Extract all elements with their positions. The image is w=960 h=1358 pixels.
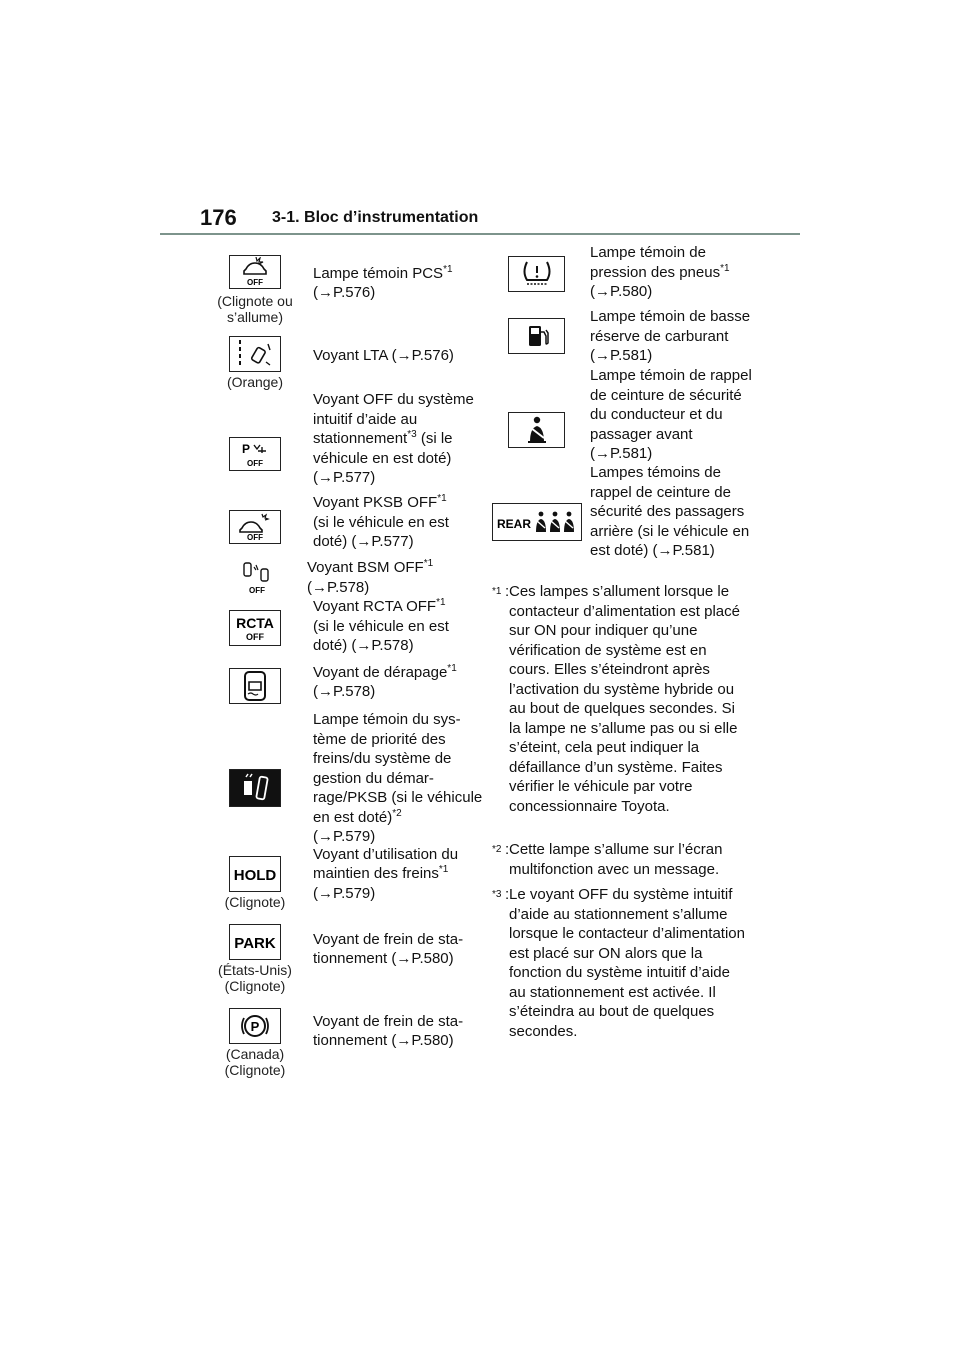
indicator-caption: (Canada) (Clignote) <box>224 1046 286 1078</box>
indicator-row-slip <box>215 660 483 704</box>
indicator-description: Lampes témoins de rappel de ceinture de sécurité des passagers arrière (si le véhicule en est doté) (→P.581) <box>590 464 750 559</box>
low-fuel-icon <box>508 318 565 354</box>
svg-text:OFF: OFF <box>247 533 263 543</box>
parking-brake-p-icon <box>229 1008 281 1044</box>
indicator-description: Lampe témoin PCS$^{*1}$ (→P.576) <box>313 263 453 301</box>
pksb-off-icon <box>229 510 281 544</box>
indicator-row-park <box>215 924 483 994</box>
svg-text:P: P <box>241 441 251 456</box>
page-number: 176 <box>200 205 237 230</box>
pcs-off-icon <box>229 255 281 289</box>
indicator-description: Lampe témoin de rappel de ceinture de sécurité du conducteur et du passager avant (→P.581) <box>590 367 752 462</box>
parking-support-off-icon <box>229 437 281 471</box>
svg-text:REAR: REAR <box>497 516 532 531</box>
indicator-description: Lampe témoin de pression des pneus$^{*1}$ (→P.580) <box>590 244 730 300</box>
rear-seatbelt-icon <box>492 503 582 541</box>
indicator-row-parking-support <box>215 390 483 488</box>
indicator-row-hold <box>215 845 483 910</box>
bsm-off-icon <box>229 561 281 595</box>
indicator-row-rcta <box>215 597 483 656</box>
indicator-description: Lampe témoin du système de priorité des freins/du système de gestion du démarrage/PKSB (si le véhicule en est doté)$^{*2}$ (→P.579) <box>313 711 483 845</box>
indicator-row-low-fuel <box>508 307 755 366</box>
indicator-description: Voyant de frein de stationnement (→P.580) <box>313 1012 464 1049</box>
indicator-caption: (Clignote) <box>224 894 286 910</box>
svg-text:PARK: PARK <box>234 935 276 952</box>
rcta-off-icon <box>229 610 281 646</box>
indicator-description: Voyant RCTA OFF$^{*1}$ (si le véhicule en est doté) (→P.578) <box>313 597 449 654</box>
indicator-description: Voyant d’utilisation du maintien des freins$^{*1}$ (→P.579) <box>313 845 459 902</box>
indicator-description: Voyant OFF du système intuitif d’aide au stationnement$^{*3}$ (si le véhicule en est doté) (→P.577) <box>313 391 474 486</box>
indicator-description: Voyant BSM OFF$^{*1}$ (→P.578) <box>307 558 434 596</box>
svg-text:OFF: OFF <box>247 278 263 287</box>
indicator-description: Voyant de frein de stationnement (→P.580) <box>313 930 464 967</box>
svg-text:P: P <box>250 1019 260 1034</box>
footnote-3: *3 : Le voyant OFF du système intuitif d’aide au stationnement s’allume lorsque le contacteur d’alimentation est placé sur ON alors que la fonction du système intuitif d’aide au stationnement est activée. Il s’éteindra au bout de quelques secondes. <box>492 886 745 1040</box>
indicator-row-parking-brake <box>215 1008 483 1078</box>
footnote-1: *1 : Ces lampes s’allument lorsque le contacteur d’alimentation est placé sur ON pour indiquer qu’une vérification de système est en cours. Elles s’éteindront après l’activation du système hybride ou au bout de quelques secondes. Si la lampe ne s’allume pas ou si elle s’éteint, cela peut indiquer la défaillance d’un système. Faites vérifier le véhicule par votre concessionnaire Toyota. <box>492 583 740 815</box>
indicator-row-bsm <box>215 558 477 597</box>
indicator-description: Voyant LTA (→P.576) <box>313 347 454 365</box>
seatbelt-icon <box>508 412 565 448</box>
lta-icon <box>229 336 281 372</box>
footnote-2: *2 : Cette lampe s’allume sur l’écran multifonction avec un message. <box>492 841 723 878</box>
indicator-caption: (États-Unis) (Clignote) <box>218 962 292 994</box>
indicator-row-lta <box>215 336 483 390</box>
indicator-description: Voyant PKSB OFF$^{*1}$ (si le véhicule en est doté) (→P.577) <box>313 493 449 550</box>
indicator-row-pcs <box>215 255 483 325</box>
indicator-description: Lampe témoin de basse réserve de carburant (→P.581) <box>590 308 751 364</box>
svg-text:RCTA: RCTA <box>236 615 274 632</box>
indicator-row-seatbelt <box>508 366 755 464</box>
section-title: 3-1. Bloc d’instrumentation <box>272 209 479 226</box>
indicator-caption: (Orange) <box>226 374 284 390</box>
indicator-caption: (Clignote ou s’allume) <box>217 293 293 325</box>
hold-icon <box>229 856 281 892</box>
park-icon <box>229 924 281 960</box>
header-rule <box>160 233 800 235</box>
svg-text:OFF: OFF <box>247 458 263 468</box>
indicator-row-rear-seatbelt <box>492 463 755 561</box>
indicator-row-brake-override <box>215 710 483 847</box>
svg-text:OFF: OFF <box>246 632 264 643</box>
indicator-description: Voyant de dérapage$^{*1}$ (→P.578) <box>313 662 457 700</box>
indicator-row-pksb <box>215 493 483 552</box>
indicator-row-tire-pressure <box>508 243 755 302</box>
tire-pressure-icon <box>508 256 565 292</box>
brake-override-icon <box>229 769 281 807</box>
svg-text:HOLD: HOLD <box>233 867 277 884</box>
svg-text:OFF: OFF <box>249 585 265 595</box>
slip-indicator-icon <box>229 668 281 704</box>
